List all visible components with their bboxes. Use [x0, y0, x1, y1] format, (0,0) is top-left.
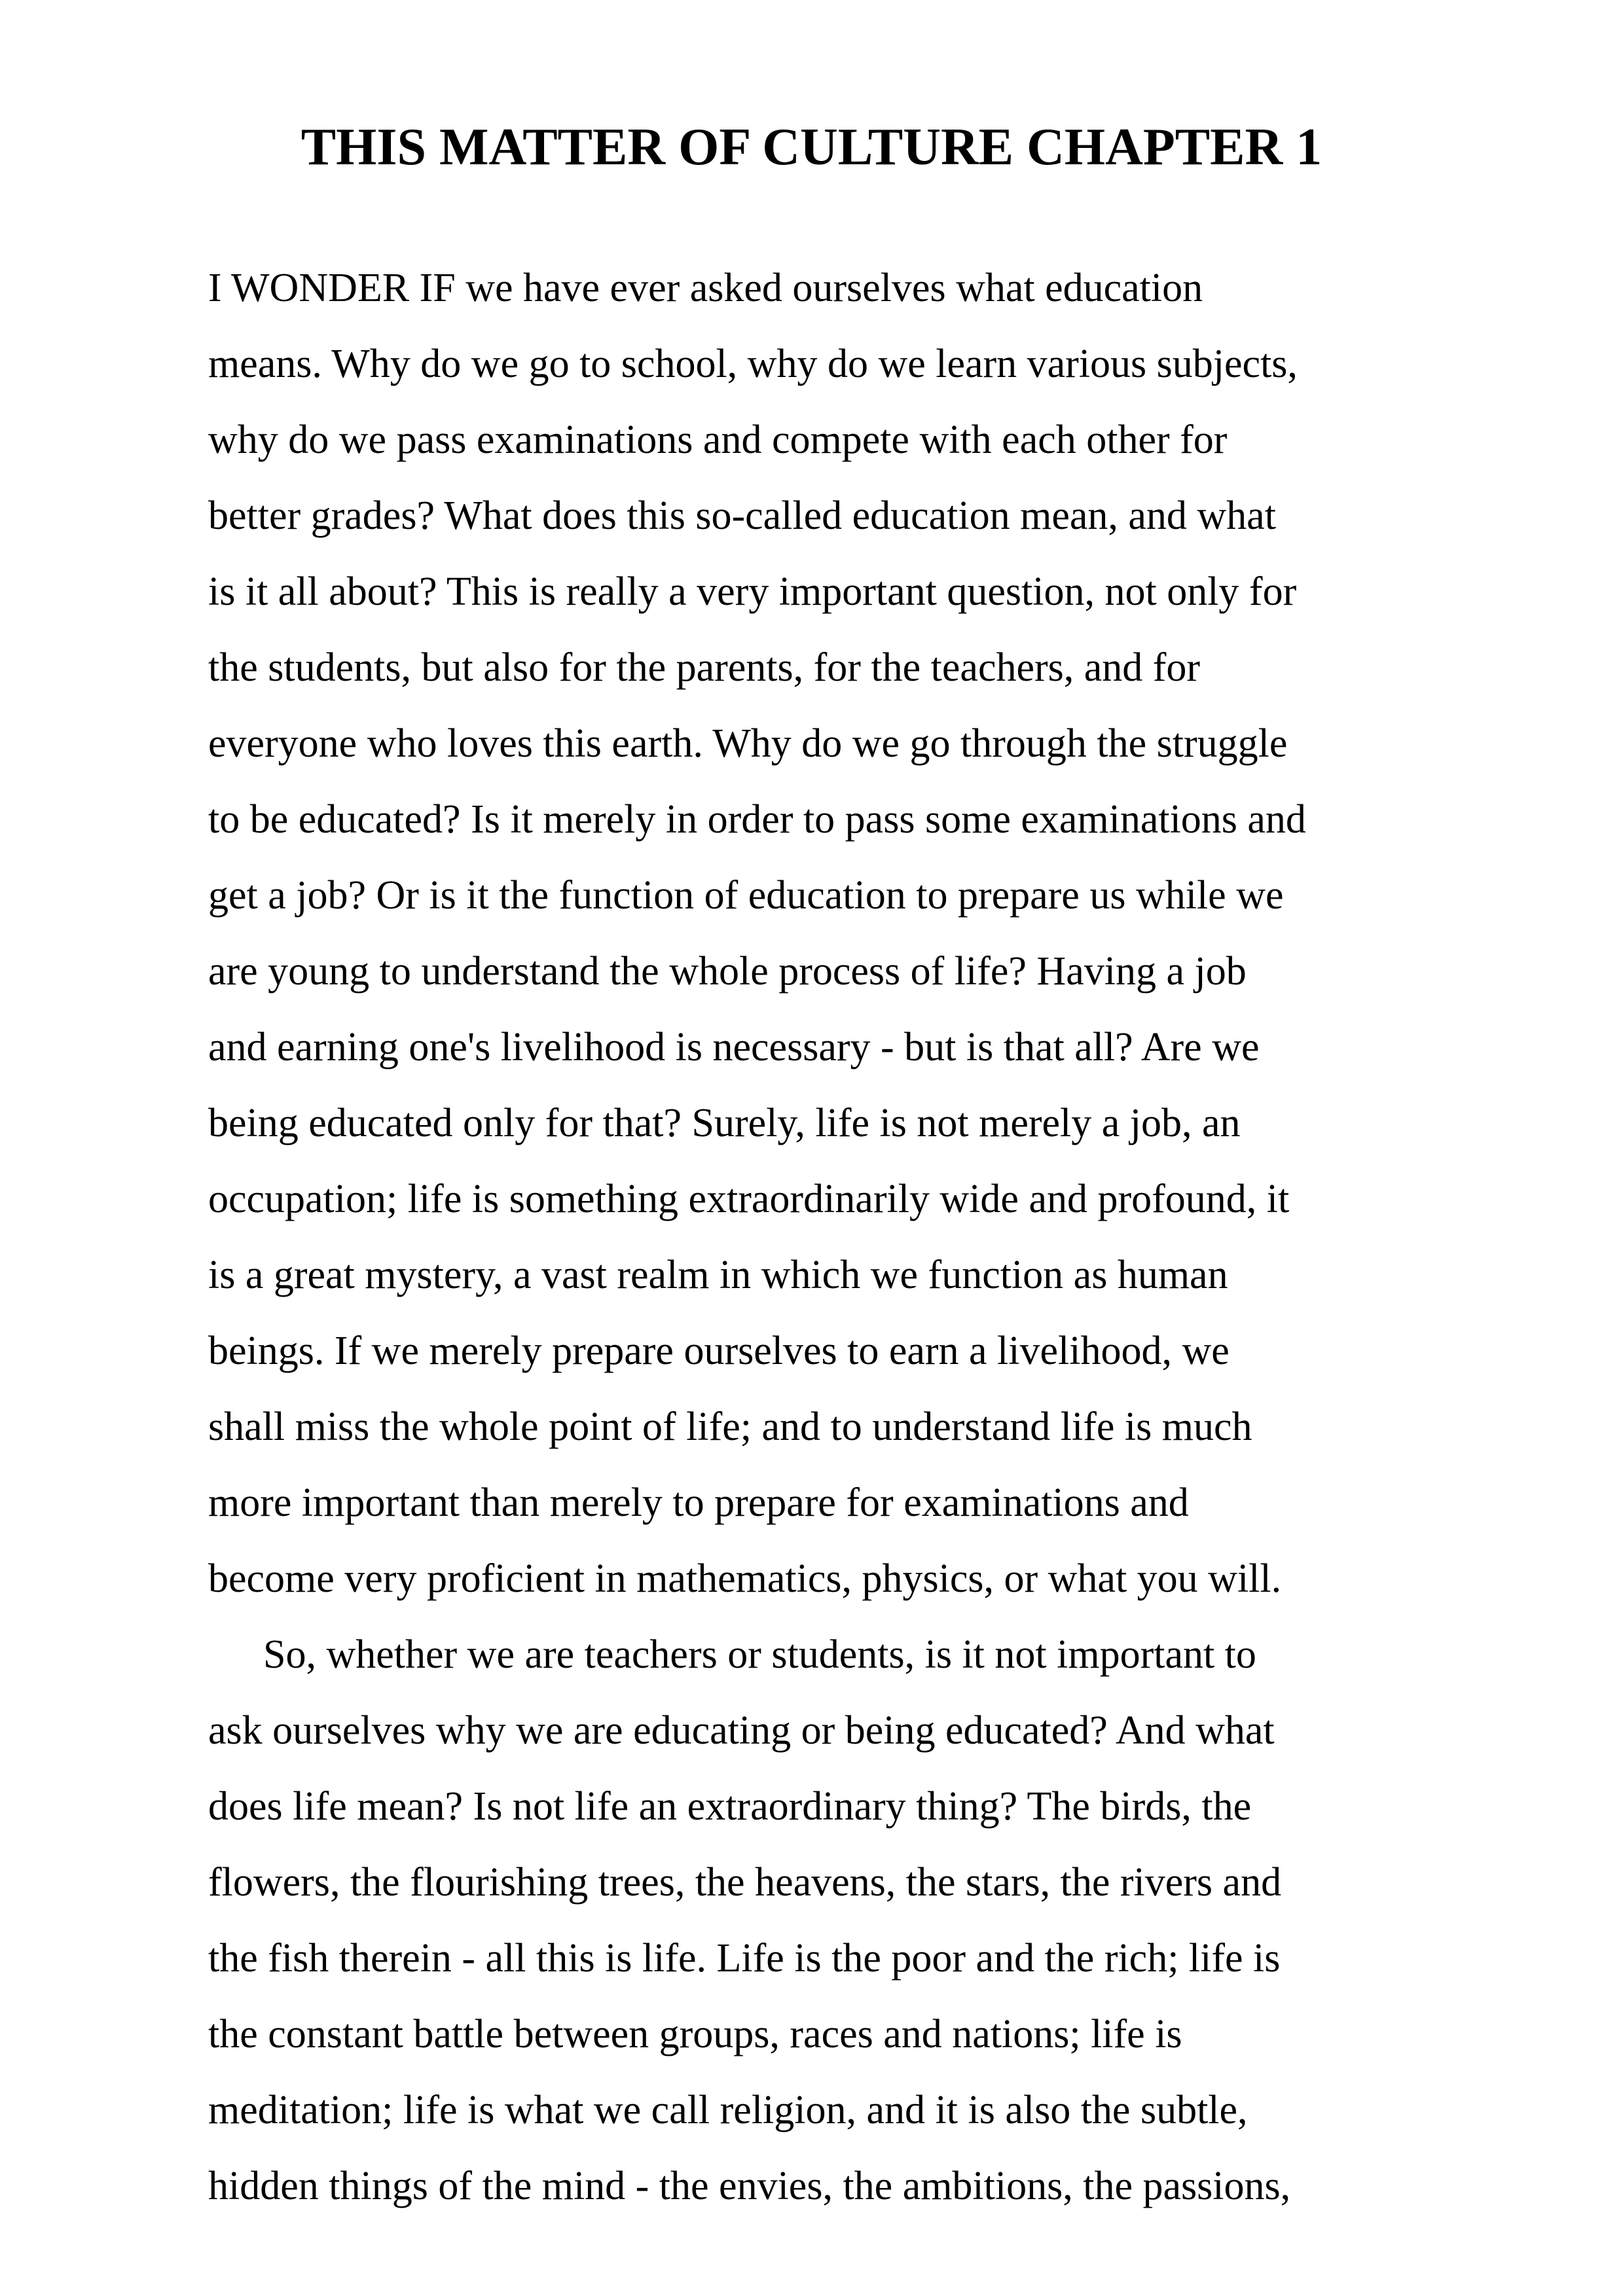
text-line: meditation; life is what we call religion, and it is also the subtle,: [208, 2088, 1248, 2132]
text-line: occupation; life is something extraordinarily wide and profound, it: [208, 1177, 1290, 1221]
text-line: get a job? Or is it the function of education to prepare us while we: [208, 873, 1284, 918]
text-line: ask ourselves why we are educating or being educated? And what: [208, 1708, 1275, 1753]
text-line: being educated only for that? Surely, life is not merely a job, an: [208, 1101, 1241, 1145]
text-line: is it all about? This is really a very important question, not only for: [208, 569, 1297, 614]
text-line: hidden things of the mind - the envies, the ambitions, the passions,: [208, 2164, 1291, 2208]
text-line: become very proficient in mathematics, physics, or what you will.: [208, 1556, 1282, 1601]
text-line: beings. If we merely prepare ourselves to earn a livelihood, we: [208, 1329, 1230, 1373]
text-line: everyone who loves this earth. Why do we go through the struggle: [208, 721, 1288, 766]
text-line: the fish therein - all this is life. Life is the poor and the rich; life is: [208, 1936, 1281, 1981]
text-line: I WONDER IF we have ever asked ourselves what education: [208, 266, 1203, 310]
text-line: the students, but also for the parents, for the teachers, and for: [208, 645, 1201, 690]
text-line: to be educated? Is it merely in order to pass some examinations and: [208, 797, 1306, 842]
text-line: and earning one's livelihood is necessary - but is that all? Are we: [208, 1025, 1260, 1069]
text-line: better grades? What does this so-called education mean, and what: [208, 493, 1276, 538]
text-line: flowers, the flourishing trees, the heavens, the stars, the rivers and: [208, 1860, 1282, 1905]
text-line: shall miss the whole point of life; and to understand life is much: [208, 1405, 1252, 1449]
text-line: does life mean? Is not life an extraordinary thing? The birds, the: [208, 1784, 1252, 1829]
text-line: is a great mystery, a vast realm in which we function as human: [208, 1253, 1228, 1297]
text-line: more important than merely to prepare for examinations and: [208, 1480, 1189, 1525]
text-line: means. Why do we go to school, why do we learn various subjects,: [208, 342, 1298, 386]
text-line: why do we pass examinations and compete with each other for: [208, 418, 1228, 462]
chapter-title: THIS MATTER OF CULTURE CHAPTER 1: [301, 118, 1322, 176]
text-line: the constant battle between groups, races and nations; life is: [208, 2012, 1182, 2056]
text-line: So, whether we are teachers or students, is it not important to: [263, 1632, 1256, 1677]
text-line: are young to understand the whole process of life? Having a job: [208, 949, 1247, 994]
